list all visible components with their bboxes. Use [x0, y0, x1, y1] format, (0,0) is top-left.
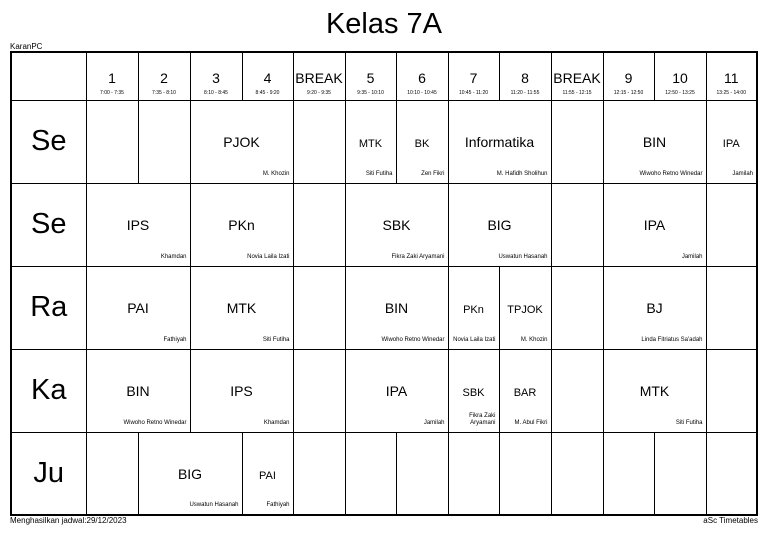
lesson-cell: [603, 266, 706, 349]
subject-name: PAI: [259, 469, 276, 482]
period-label: 11: [723, 70, 739, 86]
empty-cell: [551, 183, 603, 266]
lesson-cell: [190, 183, 293, 266]
teacher-name: M. Khozin: [262, 170, 290, 177]
lesson-cell: [448, 183, 551, 266]
lesson-cell: [190, 100, 293, 183]
period-label: 7: [469, 70, 478, 86]
lesson-cell: [138, 432, 242, 515]
day-label: Ra: [11, 266, 86, 349]
day-label: Ju: [11, 432, 86, 515]
empty-cell: [86, 100, 138, 183]
lesson-cell: [396, 100, 448, 183]
period-label: 3: [212, 70, 220, 86]
period-time: 9:35 - 10:10: [357, 90, 384, 96]
empty-cell: [448, 432, 499, 515]
empty-cell: [551, 432, 603, 515]
period-label: BREAK: [295, 70, 343, 86]
teacher-name: Linda Fitriatus Sa'adah: [641, 336, 703, 343]
day-label: Se: [11, 183, 86, 266]
lesson-cell: [499, 349, 551, 432]
empty-cell: [551, 349, 603, 432]
subject-name: SBK: [382, 216, 411, 233]
empty-cell: [551, 100, 603, 183]
subject-name: BJ: [646, 299, 663, 316]
period-time: 12:15 - 12:50: [613, 90, 644, 96]
teacher-name: Fikra Zaki Aryamani: [469, 412, 496, 426]
period-time: 11:55 - 12:15: [562, 90, 592, 96]
period-time: 8:10 - 8:45: [204, 90, 228, 96]
lesson-cell: [603, 183, 706, 266]
subject-name: Informatika: [464, 133, 535, 150]
period-header: [499, 52, 551, 100]
teacher-name: M. Hafidh Sholihun: [496, 170, 548, 177]
teacher-name: Zen Fikri: [421, 170, 445, 177]
period-label: 5: [366, 70, 375, 86]
day-label: Ka: [11, 349, 86, 432]
empty-cell: [603, 432, 654, 515]
empty-cell: [551, 266, 603, 349]
empty-cell: [293, 349, 345, 432]
lesson-cell: [190, 266, 293, 349]
generated-date: Menghasilkan jadwal:29/12/2023: [10, 516, 127, 525]
lesson-cell: [86, 266, 190, 349]
lesson-cell: [448, 349, 499, 432]
subject-name: BK: [414, 137, 430, 150]
lesson-cell: [448, 266, 499, 349]
lesson-cell: [345, 349, 448, 432]
period-header: [603, 52, 654, 100]
empty-cell: [706, 432, 757, 515]
day-row: [11, 349, 757, 432]
subject-name: IPS: [126, 216, 150, 233]
teacher-name: Wiwoho Retno Winedar: [381, 336, 445, 343]
period-label: 4: [263, 70, 272, 86]
teacher-name: Jamilah: [681, 253, 703, 260]
teacher-name: Siti Futiha: [365, 170, 393, 177]
period-header: [242, 52, 293, 100]
lesson-cell: [190, 349, 293, 432]
lesson-cell: [86, 349, 190, 432]
subject-name: PAI: [127, 299, 149, 316]
day-label: Se: [11, 100, 86, 183]
period-label: BREAK: [553, 70, 601, 86]
empty-cell: [293, 266, 345, 349]
subject-name: IPS: [230, 382, 253, 399]
period-label: 9: [624, 70, 633, 86]
corner-cell: [11, 52, 86, 100]
empty-cell: [86, 432, 138, 515]
subject-name: BIG: [177, 465, 203, 482]
empty-cell: [706, 349, 757, 432]
period-time: 7:00 - 7:35: [100, 90, 124, 96]
period-label: 2: [160, 70, 168, 86]
lesson-cell: [603, 349, 706, 432]
period-header: [448, 52, 499, 100]
period-header: [86, 52, 138, 100]
subject-name: BAR: [513, 386, 537, 399]
subject-name: IPA: [385, 382, 408, 399]
subject-name: IPA: [722, 137, 740, 150]
empty-cell: [499, 432, 551, 515]
period-header: [293, 52, 345, 100]
period-header: [345, 52, 396, 100]
teacher-name: Siti Futiha: [262, 336, 290, 343]
subject-name: PKn: [228, 216, 255, 233]
empty-cell: [138, 100, 190, 183]
teacher-name: Novia Laila Izati: [453, 336, 496, 343]
subject-name: MTK: [226, 299, 257, 316]
subject-name: PJOK: [223, 133, 260, 150]
period-time: 10:45 - 11:20: [458, 90, 489, 96]
period-time: 7:35 - 8:10: [152, 90, 176, 96]
period-time: 11:20 - 11:55: [510, 90, 540, 96]
subject-name: MTK: [358, 137, 383, 150]
period-label: 1: [108, 70, 116, 86]
page-title: Kelas 7A: [325, 8, 443, 40]
subject-name: TPJOK: [507, 303, 543, 316]
lesson-cell: [345, 183, 448, 266]
empty-cell: [706, 183, 757, 266]
period-label: 10: [672, 70, 688, 86]
period-header: [551, 52, 603, 100]
lesson-cell: [345, 266, 448, 349]
teacher-name: Khamdan: [263, 419, 290, 426]
lesson-cell: [345, 100, 396, 183]
empty-cell: [345, 432, 396, 515]
period-header: [706, 52, 757, 100]
teacher-name: Novia Laila Izati: [247, 253, 290, 260]
teacher-name: M. Khozin: [520, 336, 548, 343]
day-row: [11, 266, 757, 349]
teacher-name: Uswatun Hasanah: [498, 253, 548, 260]
lesson-cell: [499, 266, 551, 349]
period-time: 8:45 - 9:20: [255, 90, 280, 96]
subject-name: BIN: [384, 299, 409, 316]
period-time: 12:50 - 13:25: [665, 90, 695, 96]
subject-name: MTK: [639, 382, 670, 399]
lesson-cell: [86, 183, 190, 266]
period-header: [138, 52, 190, 100]
period-header: [190, 52, 242, 100]
period-header: [654, 52, 706, 100]
day-row: [11, 432, 757, 515]
school-name: KaranPC: [10, 42, 43, 51]
teacher-name: Uswatun Hasanah: [189, 502, 239, 508]
teacher-name: Fikra Zaki Aryamani: [391, 253, 445, 260]
period-time: 10:10 - 10:45: [407, 90, 437, 96]
app-credit: aSc Timetables: [703, 516, 758, 525]
teacher-name: Jamilah: [423, 419, 445, 426]
teacher-name: Siti Futiha: [675, 419, 703, 426]
empty-cell: [706, 266, 757, 349]
day-row: [11, 100, 757, 183]
empty-cell: [293, 432, 345, 515]
day-row: [11, 183, 757, 266]
period-label: 8: [521, 70, 529, 86]
teacher-name: M. Abul Fikri: [514, 419, 548, 426]
lesson-cell: [448, 100, 551, 183]
subject-name: BIG: [487, 216, 512, 233]
empty-cell: [654, 432, 706, 515]
subject-name: BIN: [126, 382, 150, 399]
teacher-name: Fathiyah: [163, 336, 187, 343]
timetable-grid: [10, 51, 758, 516]
period-header: [396, 52, 448, 100]
period-time: 9:20 - 9:35: [307, 90, 331, 96]
subject-name: BIN: [642, 133, 667, 150]
teacher-name: Khamdan: [160, 253, 187, 260]
lesson-cell: [603, 100, 706, 183]
empty-cell: [293, 183, 345, 266]
subject-name: IPA: [643, 216, 666, 233]
period-time: 13:25 - 14:00: [716, 90, 746, 96]
lesson-cell: [706, 100, 757, 183]
empty-cell: [293, 100, 345, 183]
lesson-cell: [242, 432, 293, 515]
teacher-name: Fathiyah: [266, 502, 290, 508]
teacher-name: Wiwoho Retno Winedar: [123, 419, 187, 426]
empty-cell: [396, 432, 448, 515]
teacher-name: Wiwoho Retno Winedar: [639, 170, 703, 177]
teacher-name: Jamilah: [732, 170, 753, 177]
subject-name: PKn: [463, 303, 484, 316]
period-label: 6: [418, 70, 426, 86]
subject-name: SBK: [462, 386, 485, 399]
